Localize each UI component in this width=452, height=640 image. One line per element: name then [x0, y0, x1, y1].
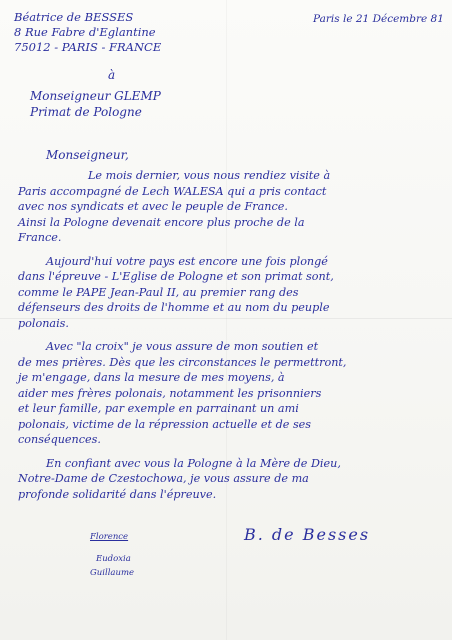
- body-line: Le mois dernier, vous nous rendiez visite à: [88, 169, 331, 182]
- body-line: de mes prières. Dès que les circonstances le permettront,: [18, 355, 347, 369]
- body-line: profonde solidarité dans l'épreuve.: [18, 487, 217, 501]
- body-line: Ainsi la Pologne devenait encore plus proche de la: [18, 215, 305, 229]
- sender-name: Béatrice de BESSES: [14, 10, 134, 24]
- body-line: Notre-Dame de Czestochowa, je vous assure de ma: [18, 472, 309, 485]
- recipient-title: Primat de Pologne: [30, 105, 142, 119]
- recipient-name: Monseigneur GLEMP: [30, 89, 161, 103]
- letter-body: [18, 168, 346, 502]
- signature-guillaume: Guillaume: [90, 568, 135, 578]
- signature-eudoxia-guillaume: [90, 552, 135, 580]
- body-line: et leur famille, par exemple en parrainant un ami: [18, 402, 299, 415]
- body-line: polonais, victime de la répression actuelle et de ses: [18, 417, 312, 431]
- body-line: conséquences.: [18, 433, 101, 446]
- body-line: je m'engage, dans la mesure de mes moyens, à: [18, 371, 285, 384]
- body-line: aider mes frères polonais, notamment les prisonniers: [18, 386, 322, 400]
- recipient-address: [30, 88, 161, 120]
- body-line: France.: [18, 231, 62, 244]
- signature-main: B. de Besses: [244, 525, 371, 544]
- body-line: Avec "la croix" je vous assure de mon soutien et: [46, 340, 319, 353]
- body-line: comme le PAPE Jean-Paul II, au premier rang des: [18, 285, 299, 299]
- sender-street: 8 Rue Fabre d'Eglantine: [14, 25, 156, 39]
- sender-address: [14, 10, 161, 55]
- signature-eudoxia: Eudoxia: [96, 554, 131, 564]
- letter-date: Paris le 21 Décembre 81: [313, 13, 444, 25]
- body-line: avec nos syndicats et avec le peuple de France.: [18, 200, 288, 213]
- signature-florence: Florence: [90, 532, 129, 542]
- body-line: dans l'épreuve - L'Eglise de Pologne et son primat sont,: [18, 270, 334, 283]
- paragraph-gap: [18, 331, 346, 339]
- paragraph-gap: [18, 246, 346, 254]
- body-line: Aujourd'hui votre pays est encore une fois plongé: [46, 254, 328, 268]
- paragraph-gap: [18, 448, 346, 456]
- sender-city: 75012 - PARIS - FRANCE: [14, 40, 162, 54]
- body-line: polonais.: [18, 316, 69, 330]
- salutation: Monseigneur,: [46, 148, 129, 162]
- body-line: défenseurs des droits de l'homme et au nom du peuple: [18, 301, 330, 314]
- body-line: Paris accompagné de Lech WALESA qui a pris contact: [18, 184, 327, 198]
- to-word: à: [108, 68, 116, 82]
- body-line: En confiant avec vous la Pologne à la Mère de Dieu,: [46, 456, 341, 470]
